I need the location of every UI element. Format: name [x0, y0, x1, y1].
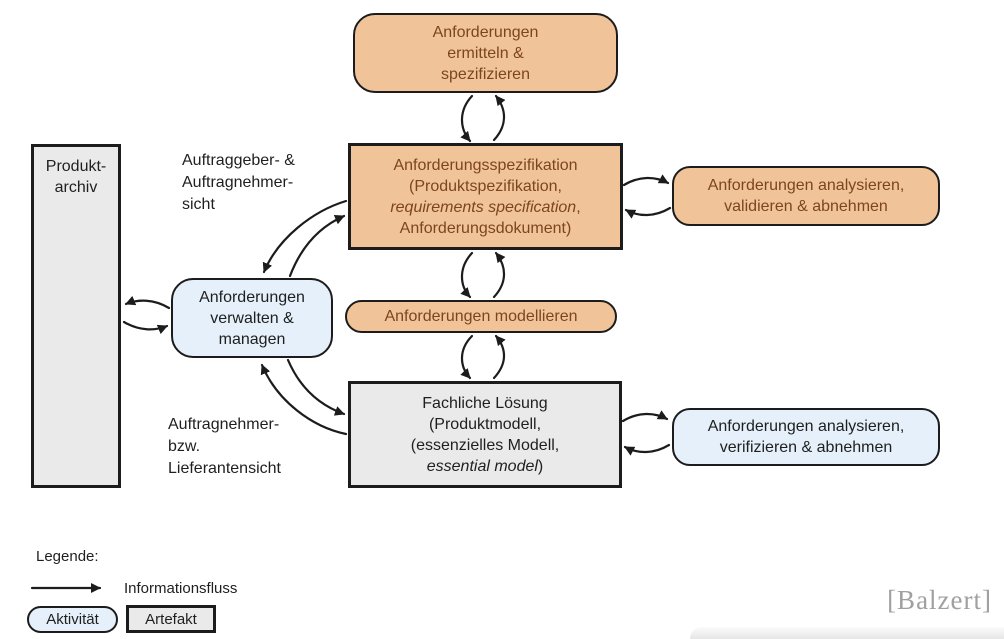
- arrow-verwalten-to-spezifikation-icon: [290, 216, 344, 276]
- legend-artifact-label: Artefakt: [145, 610, 197, 628]
- node-label-line: (essenzielles Modell,: [410, 436, 560, 454]
- arrow-ermitteln-to-spezifikation-icon: [462, 96, 472, 141]
- node-label-line: [390, 197, 580, 218]
- node-fachliche-loesung: [348, 381, 622, 488]
- node-label-line: (Produktspezifikation,: [409, 177, 562, 195]
- node-label-line: Anforderungen: [432, 23, 539, 41]
- node-label-line: spezifizieren: [441, 65, 530, 83]
- arrow-fachliche-to-modellieren-icon: [494, 336, 504, 378]
- label-line: sicht: [182, 196, 215, 213]
- legend-activity-sample: [27, 606, 118, 633]
- label-line: Auftragnehmer-: [168, 416, 280, 433]
- node-label-line: verwalten &: [210, 309, 294, 327]
- attribution-balzert: [Balzert]: [887, 585, 992, 615]
- node-label-italic: essential model: [426, 457, 538, 475]
- node-label-line: Anforderungen analysieren,: [707, 177, 905, 194]
- node-label-line: managen: [218, 330, 286, 348]
- arrow-modellieren-to-fachliche-icon: [462, 336, 472, 378]
- node-label-line: [427, 456, 544, 477]
- label-line: bzw.: [168, 438, 201, 455]
- arrow-spezifikation-to-modellieren-icon: [462, 253, 472, 297]
- node-label-line: Anforderungen: [199, 288, 305, 306]
- node-analysieren-validieren: [672, 166, 940, 226]
- label-line: Auftraggeber- &: [182, 152, 295, 169]
- legend-flow-label: Informationsfluss: [124, 580, 238, 597]
- legend-artifact-sample: [126, 605, 216, 633]
- node-produktarchiv: [31, 144, 121, 488]
- legend-activity-label: Aktivität: [46, 611, 99, 628]
- node-label-line: Fachliche Lösung: [422, 394, 548, 412]
- label-line: Lieferantensicht: [168, 460, 281, 477]
- node-label-line: archiv: [54, 179, 98, 196]
- node-label-line: validieren & abnehmen: [724, 198, 888, 215]
- arrow-spezifikation-to-ermitteln-icon: [494, 96, 504, 140]
- node-anforderungsspezifikation: [348, 143, 623, 250]
- node-label-line: Anforderungen modellieren: [384, 308, 578, 325]
- node-label-line: verifizieren & abnehmen: [719, 439, 893, 456]
- node-label-line: Produkt-: [45, 158, 107, 175]
- bottom-edge-strip: [690, 627, 1004, 639]
- arrow-modellieren-to-spezifikation-icon: [494, 253, 504, 297]
- node-label-line: Anforderungsdokument): [399, 219, 572, 237]
- label-auftragnehmer-sicht: [168, 414, 281, 480]
- arrow-verifizieren-to-fachliche-icon: [625, 445, 669, 452]
- legend-title: Legende:: [36, 548, 99, 565]
- node-anforderungen-modellieren: [345, 300, 617, 333]
- arrow-archiv-to-verwalten-icon: [124, 322, 167, 329]
- node-label-italic: requirements specification: [390, 198, 577, 216]
- node-label-line: ermitteln &: [447, 44, 524, 62]
- node-verwalten-managen: [171, 278, 333, 358]
- label-line: Auftragnehmer-: [182, 174, 294, 191]
- node-label-line: (Produktmodell,: [428, 415, 542, 433]
- arrow-verwalten-to-archiv-icon: [126, 301, 169, 308]
- node-anforderungen-ermitteln: [353, 13, 618, 93]
- arrow-verwalten-to-fachliche-icon: [288, 360, 344, 414]
- node-label-line: Anforderungen analysieren,: [707, 418, 905, 435]
- arrow-spezifikation-to-validieren-icon: [624, 178, 668, 185]
- node-label-rest: ): [537, 457, 544, 475]
- label-auftraggeber-sicht: [182, 150, 295, 216]
- node-label-line: Anforderungsspezifikation: [393, 156, 578, 174]
- node-label-rest: ,: [576, 198, 581, 216]
- arrow-validieren-to-spezifikation-icon: [626, 208, 670, 215]
- node-analysieren-verifizieren: [672, 408, 940, 466]
- arrow-fachliche-to-verifizieren-icon: [623, 414, 667, 421]
